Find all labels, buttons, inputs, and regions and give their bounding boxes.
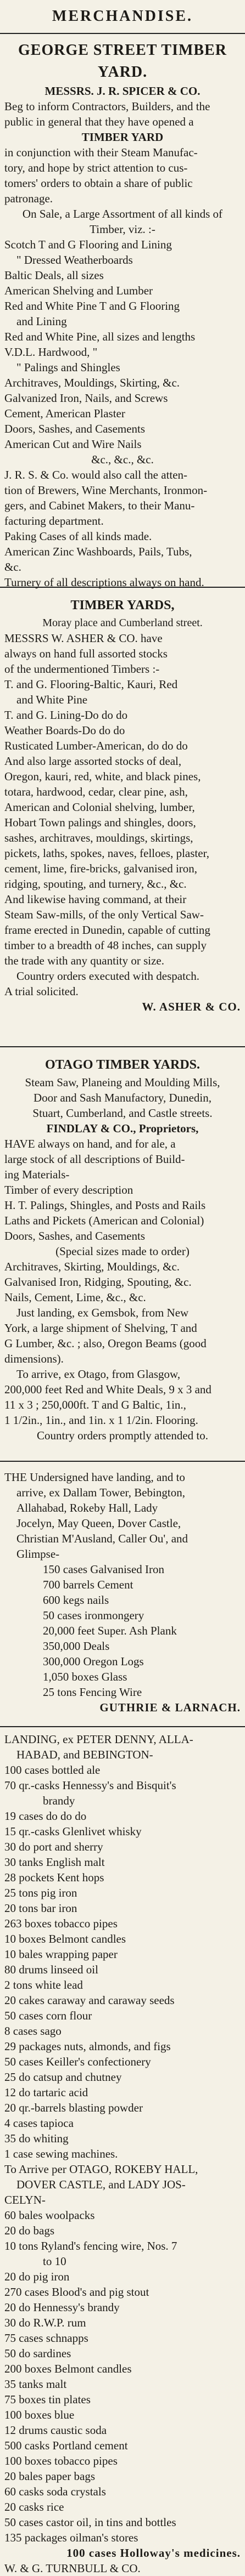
advert-line: DOVER CASTLE, and LADY JOS- — [16, 2178, 186, 2191]
advert-line: 20 tons bar iron — [4, 1902, 77, 1915]
advert-line: Christian M'Ausland, Caller Ou', and — [16, 1532, 188, 1545]
advert-line: Doors, Sashes, and Casements — [4, 1229, 146, 1242]
advert-heading: OTAGO TIMBER YARDS. — [44, 1058, 201, 1072]
advert-line: 350,000 Deals — [43, 1639, 110, 1653]
advert-line: A trial solicited. — [4, 985, 79, 998]
advert-line: ridging, spouting, and turnery, &c., &c. — [4, 877, 187, 890]
advert-signature: GUTHRIE & LARNACH. — [99, 1701, 241, 1714]
advert-line: Baltic Deals, all sizes — [4, 269, 104, 282]
advert-line: sashes, architraves, mouldings, skirtings, — [4, 831, 193, 844]
advert-line: facturing department. — [4, 514, 104, 527]
advert-line: " Palings and Shingles — [16, 361, 120, 374]
section-title: MERCHANDISE. — [52, 8, 193, 25]
advert-line: to 10 — [43, 2255, 66, 2268]
advert-line: 4 cases tapioca — [4, 2117, 74, 2130]
advert-line: 50 cases ironmongery — [43, 1609, 144, 1622]
advert-line: ing Materials- — [4, 1168, 70, 1181]
advert-line: Scotch T and G Flooring and Lining — [4, 238, 172, 251]
advert-line: Timber, viz. :- — [90, 223, 155, 236]
advert-line: Steam Saw, Planeing and Moulding Mills, — [25, 1076, 220, 1089]
advert-line: CELYN- — [4, 2193, 46, 2206]
advert-line: Stuart, Cumberland, and Castle streets. — [32, 1107, 213, 1120]
advert-line: Beg to inform Contractors, Builders, and the — [4, 100, 210, 113]
advert-line: 11 x 3 ; 250,000ft. T and G Baltic, 1in., — [4, 1398, 186, 1411]
section-header — [0, 0, 245, 34]
advert-divider — [0, 587, 245, 588]
advert-line: gers, and Cabinet Makers, to their Manu- — [4, 499, 195, 512]
advert-line: Door and Sash Manufactory, Dunedin, — [33, 1091, 212, 1104]
advert-line: 270 cases Blood's and pig stout — [4, 2285, 149, 2299]
advert-line: patronage. — [4, 192, 53, 205]
advert-line: FINDLAY & CO., Proprietors, — [46, 1122, 199, 1135]
advert-line: timber to a breadth of 48 inches, can supply — [4, 939, 207, 952]
advert-line: Red and White Pine T and G Flooring — [4, 299, 180, 313]
advert-line: Weather Boards-Do do do — [4, 724, 125, 737]
advert-line: 10 boxes Belmont candles — [4, 1932, 126, 1945]
advert-line: frame erected in Dunedin, capable of cutting — [4, 923, 210, 937]
advert-line: 25 tons Fencing Wire — [43, 1686, 142, 1699]
advert-line: &c., &c., &c. — [91, 453, 154, 466]
advert-line: the trade with any quantity or size. — [4, 954, 164, 967]
advert-line: dimensions). — [4, 1352, 64, 1365]
advert-signature: W. ASHER & CO. — [142, 1000, 241, 1013]
advert-line: 20 do bags — [4, 2224, 54, 2237]
advert-line: Galvanised Iron, Ridging, Spouting, &c. — [4, 1275, 192, 1289]
advert-line: Nails, Cement, Lime, &c., &c. — [4, 1291, 146, 1304]
advert-line: 20 bales paper bags — [4, 2470, 96, 2483]
advert-line: 15 qr.-casks Glenlivet whisky — [4, 1825, 142, 1838]
advert-line: Country orders executed with despatch. — [16, 969, 199, 983]
advert-line: 30 do port and sherry — [4, 1840, 103, 1853]
advert-line: MESSRS. J. R. SPICER & CO. — [44, 84, 201, 98]
advert-line: MESSRS W. ASHER & CO. have — [4, 632, 163, 645]
advert-line: always on hand full assorted stocks — [4, 647, 168, 660]
advert-date: W. & G. TURNBULL & CO. — [4, 2562, 141, 2575]
advert-line: V.D.L. Hardwood, " — [4, 345, 98, 359]
advert-line: 30 tanks English malt — [4, 1856, 105, 1869]
advert-line: G Lumber, &c. ; also, Oregon Beams (good — [4, 1337, 207, 1350]
advert-line: 75 boxes tin plates — [4, 2393, 91, 2406]
advert-line: cement, lime, fire-bricks, galvanised iron, — [4, 862, 198, 875]
advert-line: 10 tons Ryland's fencing wire, Nos. 7 — [4, 2239, 177, 2252]
advert-line: 263 boxes tobacco pipes — [4, 1917, 118, 1930]
advert-line: 80 drums linseed oil — [4, 1963, 98, 1976]
advert-divider — [0, 1046, 245, 1047]
advert-line: 12 do tartaric acid — [4, 2086, 88, 2099]
advert-heading: GEORGE STREET TIMBER YARD. — [18, 42, 227, 81]
advert-line: 20 qr.-barrels blasting powder — [4, 2101, 143, 2114]
advert-line: 35 do whiting — [4, 2132, 69, 2145]
advert-line: 19 cases do do do — [4, 1809, 87, 1823]
advert-line: 70 qr.-casks Hennessy's and Bisquit's — [4, 1779, 176, 1792]
advert-line: 2 tons white lead — [4, 1978, 83, 1991]
advert-line: To Arrive per OTAGO, ROKEBY HALL, — [4, 2163, 198, 2176]
advert-line: 1 1/2in., 1in., and 1in. x 1 1/2in. Flooring. — [4, 1414, 198, 1427]
advert-line: 10 bales wrapping paper — [4, 1948, 118, 1961]
advert-line: Moray place and Cumberland street. — [42, 617, 203, 629]
advert-line: Hobart Town palings and shingles, doors, — [4, 816, 196, 829]
advert-line: And also large assorted stocks of deal, — [4, 754, 182, 768]
advert-line: pickets, laths, spokes, naves, felloes, plaster, — [4, 847, 209, 860]
advert-line: " Dressed Weatherboards — [16, 253, 133, 266]
advert-line: 12 drums caustic soda — [4, 2424, 107, 2437]
advert-line: 150 cases Galvanised Iron — [43, 1563, 165, 1576]
advert-line: 50 cases Keiller's confectionery — [4, 2055, 151, 2068]
advert-heading: TIMBER YARDS, — [70, 598, 175, 612]
advert-line: 1,050 boxes Glass — [43, 1670, 127, 1683]
advert-line: T. and G. Lining-Do do do — [4, 708, 128, 722]
advert-line: tory, and hope by strict attention to cus- — [4, 161, 188, 174]
advert-divider — [0, 1461, 245, 1462]
advert-line: Country orders promptly attended to. — [36, 1429, 209, 1442]
advert-line: 135 packages oilman's stores — [4, 2531, 138, 2544]
advert-line: Architraves, Mouldings, Skirting, &c. — [4, 376, 180, 389]
advert-line: 29 packages nuts, almonds, and figs — [4, 2040, 171, 2053]
advert-signature: 100 cases Holloway's medicines. — [66, 2546, 241, 2560]
advert-line: On Sale, a Large Assortment of all kinds of — [22, 207, 223, 220]
advert-line: arrive, ex Dallam Tower, Bebington, — [16, 1486, 185, 1499]
advert-line: 25 do catsup and chutney — [4, 2070, 122, 2084]
advert-line: American Zinc Washboards, Pails, Tubs, — [4, 545, 192, 558]
advert-line: 20 cakes caraway and caraway seeds — [4, 1994, 175, 2007]
advert-line: To arrive, ex Otago, from Glasgow, — [16, 1368, 181, 1381]
advert-line: Architraves, Skirting, Mouldings, &c. — [4, 1260, 180, 1273]
advert-line: 75 cases schnapps — [4, 2331, 88, 2345]
advert-line: tion of Brewers, Wine Merchants, Ironmon- — [4, 484, 208, 497]
advert-line: large stock of all descriptions of Build- — [4, 1153, 185, 1166]
advert-line: public in general that they have opened a — [4, 115, 194, 128]
advert-line: Oregon, kauri, red, white, and black pines, — [4, 770, 201, 783]
advert-line: &c. — [4, 560, 21, 574]
advert-line: Steam Saw-mills, of the only Vertical Saw- — [4, 908, 204, 921]
advert-line: totara, hardwood, cedar, clear pine, ash, — [4, 785, 188, 798]
advert-line: 60 bales woolpacks — [4, 2209, 95, 2222]
advert-line: American Shelving and Lumber — [4, 284, 153, 297]
advert-line: Rusticated Lumber-American, do do do — [4, 739, 188, 752]
advert-line: J. R. S. & Co. would also call the atten- — [4, 468, 188, 481]
advert-line: 500 casks Portland cement — [4, 2439, 128, 2452]
advert-line: And likewise having command, at their — [4, 893, 187, 906]
advert-line: 100 boxes blue — [4, 2408, 75, 2421]
advert-line: and White Pine — [16, 693, 88, 706]
advert-line: 700 barrels Cement — [43, 1578, 133, 1591]
advert-line: 35 tanks malt — [4, 2378, 67, 2391]
advert-line: 100 boxes tobacco pipes — [4, 2454, 118, 2467]
advert-line: Jocelyn, May Queen, Dover Castle, — [16, 1517, 181, 1530]
advert-line: 600 kegs nails — [43, 1593, 109, 1607]
advert-line: of the undermentioned Timbers :- — [4, 662, 160, 676]
advert-line: Timber of every description — [4, 1183, 133, 1196]
advert-line: Doors, Sashes, and Casements — [4, 422, 146, 435]
advert-line: York, a large shipment of Shelving, T and — [4, 1321, 197, 1335]
advert-line: LANDING, ex PETER DENNY, ALLA- — [4, 1733, 193, 1746]
advert-line: 100 cases bottled ale — [4, 1763, 101, 1777]
advert-line: in conjunction with their Steam Manufac- — [4, 146, 198, 159]
advert-line: Cement, American Plaster — [4, 407, 125, 420]
advert-line: 50 cases corn flour — [4, 2009, 92, 2022]
advert-line: 20 do pig iron — [4, 2270, 70, 2283]
advert-line: brandy — [43, 1794, 75, 1807]
advert-line: 30 do R.W.P. rum — [4, 2316, 86, 2329]
advert-line: 300,000 Oregon Logs — [43, 1655, 144, 1668]
advert-line: Allahabad, Rokeby Hall, Lady — [16, 1501, 158, 1514]
advert-line: Glimpse- — [16, 1547, 60, 1561]
advert-divider — [0, 1726, 245, 1727]
advert-line: 50 do sardines — [4, 2347, 71, 2360]
advert-line: American and Colonial shelving, lumber, — [4, 801, 195, 814]
advert-line: (Special sizes made to order) — [55, 1245, 190, 1258]
advert-line: 200,000 feet Red and White Deals, 9 x 3 and — [4, 1383, 211, 1396]
advert-line: 50 cases castor oil, in tins and bottles — [4, 2516, 176, 2529]
advert-turnbull-landing — [4, 1732, 241, 2576]
advert-line: American Cut and Wire Nails — [4, 438, 142, 451]
advert-line: H. T. Palings, Shingles, and Posts and Rails — [4, 1199, 206, 1212]
advert-line: and Lining — [16, 315, 67, 328]
advert-guthrie-larnach — [4, 1469, 241, 1715]
advert-line: 1 case sewing machines. — [4, 2147, 118, 2160]
advert-line: THE Undersigned have landing, and to — [4, 1471, 185, 1484]
advert-line: Laths and Pickets (American and Colonial) — [4, 1214, 204, 1227]
advert-line: HAVE always on hand, and for ale, a — [4, 1137, 176, 1150]
advert-line: T. and G. Flooring-Baltic, Kauri, Red — [4, 678, 178, 691]
advert-line: 200 boxes Belmont candles — [4, 2362, 132, 2375]
advert-line: 28 pockets Kent hops — [4, 1871, 104, 1884]
advert-line: tomers' orders to obtain a share of public — [4, 177, 193, 190]
advert-line: 20 casks rice — [4, 2500, 64, 2513]
advert-line: Galvanized Iron, Nails, and Screws — [4, 391, 168, 405]
advert-line: TIMBER YARD — [81, 130, 164, 144]
advert-line: Red and White Pine, all sizes and lengths — [4, 330, 196, 343]
advert-line: 25 tons pig iron — [4, 1886, 77, 1899]
advert-line: 20 do Hennessy's brandy — [4, 2301, 120, 2314]
advert-line: 60 casks soda crystals — [4, 2485, 106, 2498]
advert-line: Just landing, ex Gemsbok, from New — [16, 1306, 189, 1319]
advert-otago-timber-yards — [4, 1055, 241, 1443]
advert-line: 8 cases sago — [4, 2024, 62, 2038]
advert-line: Paking Cases of all kinds made. — [4, 530, 152, 543]
advert-line: Turnery of all descriptions always on hand. — [4, 576, 204, 589]
advert-line: 20,000 feet Super. Ash Plank — [43, 1624, 177, 1637]
advert-timber-yards — [4, 595, 241, 1014]
advert-george-street-timber-yard — [4, 39, 241, 590]
advert-line: HABAD, and BEBINGTON- — [16, 1748, 153, 1761]
